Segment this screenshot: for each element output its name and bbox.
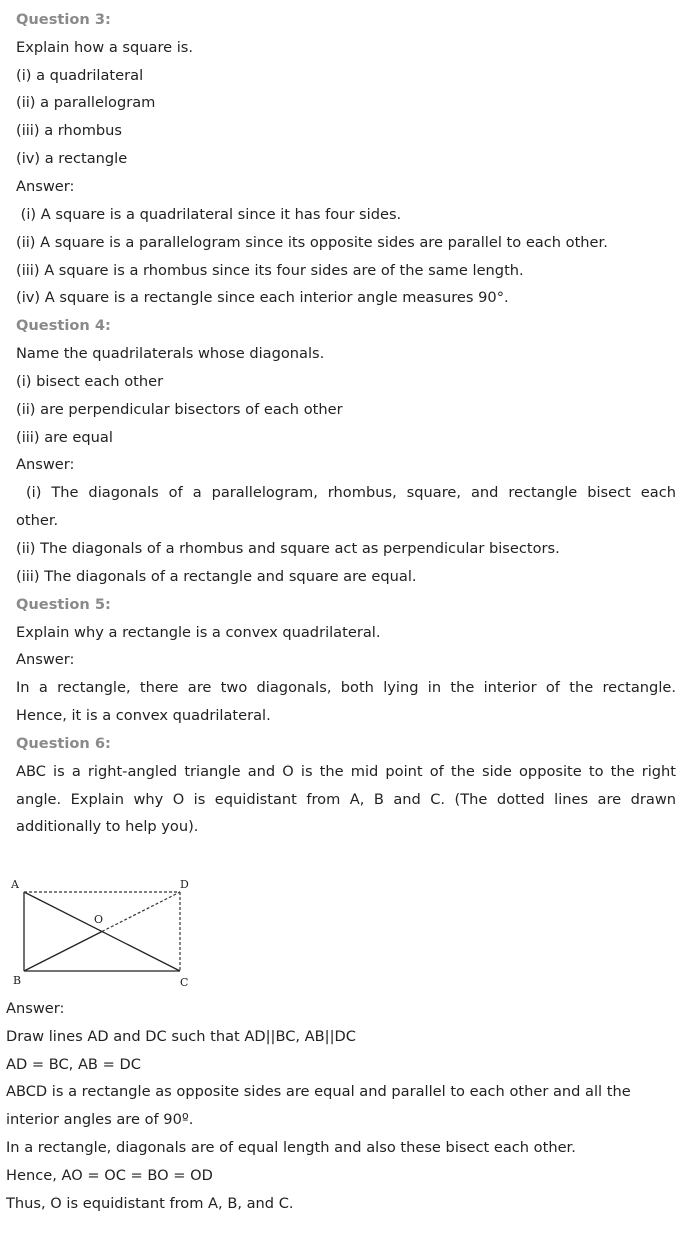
- question-6-answer-line: AD = BC, AB = DC: [6, 1056, 141, 1073]
- question-5-text: Explain why a rectangle is a convex quadrilateral.: [16, 624, 381, 641]
- median-bo: [24, 932, 102, 972]
- answer-label: Answer:: [16, 178, 75, 195]
- question-4-option: (i) bisect each other: [16, 373, 164, 390]
- question-6-heading: Question 6:: [16, 735, 111, 752]
- question-5-answer-line: Hence, it is a convex quadrilateral.: [16, 707, 271, 724]
- question-6-text-line: additionally to help you).: [16, 818, 199, 835]
- label-d: D: [180, 878, 189, 891]
- question-6-answer-line: ABCD is a rectangle as opposite sides are equal and parallel to each other and all the: [6, 1083, 631, 1100]
- question-6-text-line: angle. Explain why O is equidistant from A, B and C. (The dotted lines are drawn: [16, 791, 676, 808]
- question-3-option: (iii) a rhombus: [16, 122, 123, 139]
- question-4-text: Name the quadrilaterals whose diagonals.: [16, 345, 325, 362]
- label-b: B: [13, 974, 22, 987]
- question-6-answer-line: Thus, O is equidistant from A, B, and C.: [6, 1195, 294, 1212]
- question-3-option: (iv) a rectangle: [16, 150, 128, 167]
- dotted-od: [102, 892, 180, 932]
- question-4-answer-line: (ii) The diagonals of a rhombus and square act as perpendicular bisectors.: [16, 540, 560, 557]
- question-3-answer-line: (iv) A square is a rectangle since each interior angle measures 90°.: [16, 289, 509, 306]
- question-4-answer-line: (i) The diagonals of a parallelogram, rhombus, square, and rectangle bisect each: [16, 484, 676, 501]
- label-o: O: [94, 913, 104, 926]
- answer-label: Answer:: [16, 456, 75, 473]
- answer-label: Answer:: [16, 651, 75, 668]
- question-6-answer-line: In a rectangle, diagonals are of equal length and also these bisect each other.: [6, 1139, 576, 1156]
- question-6-answer-line: Hence, AO = OC = BO = OD: [6, 1167, 213, 1184]
- question-3-answer-line: (ii) A square is a parallelogram since its opposite sides are parallel to each other.: [16, 234, 608, 251]
- answer-label: Answer:: [6, 1000, 65, 1017]
- question-4-answer-line: (iii) The diagonals of a rectangle and square are equal.: [16, 568, 417, 585]
- question-3-text: Explain how a square is.: [16, 39, 194, 56]
- question-3-option: (ii) a parallelogram: [16, 94, 156, 111]
- rectangle-diagram: [0, 870, 210, 995]
- question-4-option: (iii) are equal: [16, 429, 113, 446]
- question-4-answer-line: other.: [16, 512, 59, 529]
- question-6-answer-line: interior angles are of 90º.: [6, 1111, 194, 1128]
- question-5-heading: Question 5:: [16, 596, 111, 613]
- question-4-heading: Question 4:: [16, 317, 111, 334]
- question-3-answer-line: (i) A square is a quadrilateral since it has four sides.: [16, 206, 402, 223]
- question-6-text-line: ABC is a right-angled triangle and O is the mid point of the side opposite to the right: [16, 763, 676, 780]
- question-6-answer-line: Draw lines AD and DC such that AD||BC, AB||DC: [6, 1028, 356, 1045]
- label-a: A: [11, 878, 19, 891]
- label-c: C: [180, 976, 189, 989]
- question-3-heading: Question 3:: [16, 11, 111, 28]
- question-3-option: (i) a quadrilateral: [16, 67, 144, 84]
- question-3-answer-line: (iii) A square is a rhombus since its four sides are of the same length.: [16, 262, 524, 279]
- question-4-option: (ii) are perpendicular bisectors of each other: [16, 401, 343, 418]
- question-5-answer-line: In a rectangle, there are two diagonals, both lying in the interior of the rectangle.: [16, 679, 676, 696]
